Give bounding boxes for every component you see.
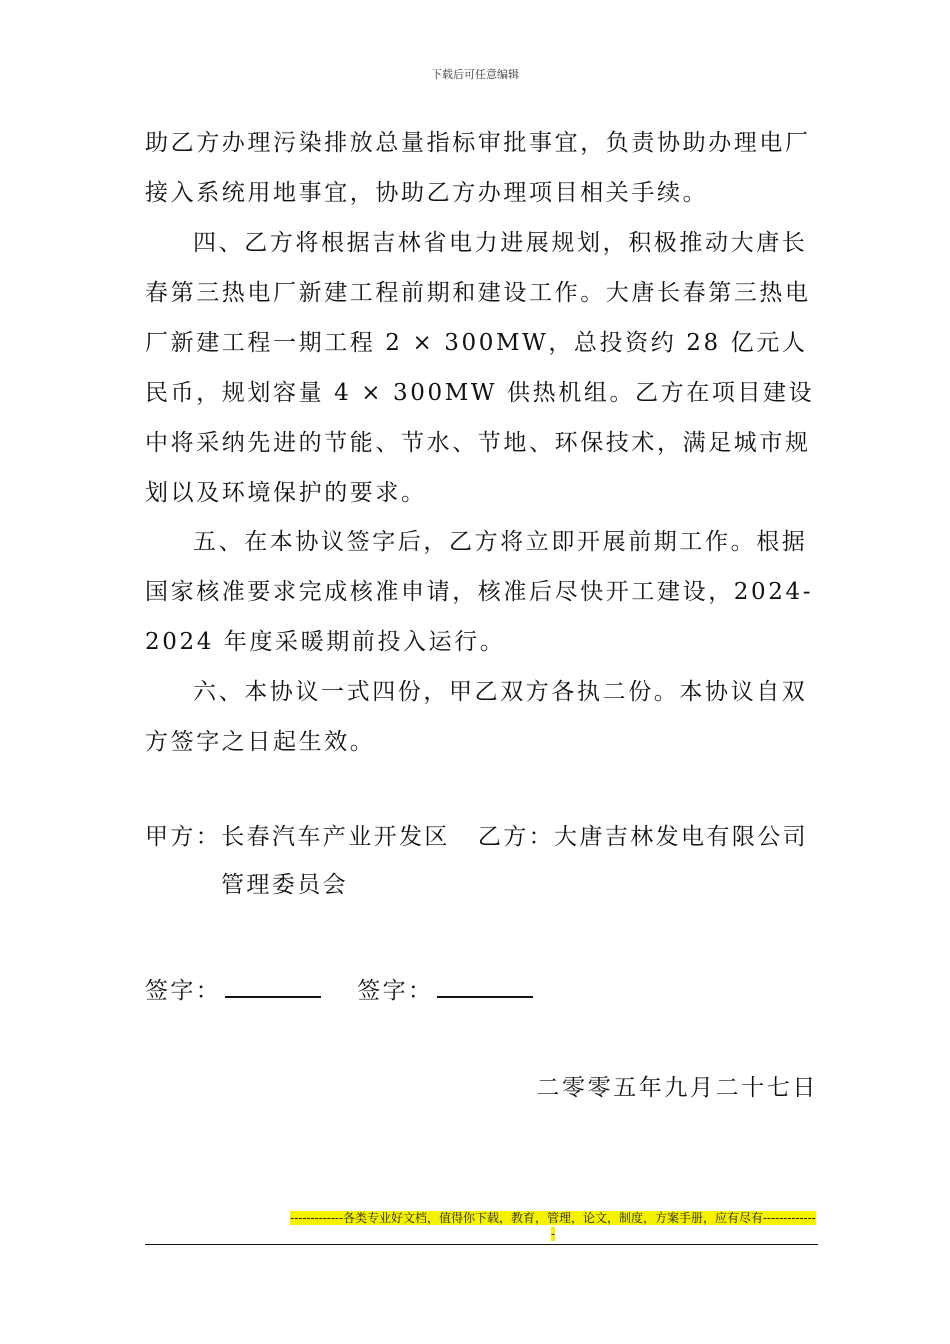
signature-block [145,966,533,1013]
paragraph-text: 助乙方办理污染排放总量指标审批事宜，负责协助办理电厂接入系统用地事宜，协助乙方办理项目相关手续。 [145,130,811,206]
footer-divider [145,1244,818,1245]
party-b-label: 乙方： [477,824,555,850]
party-b-org: 大唐吉林发电有限公司 [554,824,809,850]
parties-first-row [145,813,808,861]
footer-promo-banner [290,1210,816,1242]
paragraph-text: 四、乙方将根据吉林省电力进展规划，积极推动大唐长春第三热电厂新建工程前期和建设工作。大唐长春第三热电厂新建工程一期工程 2 × 300MW，总投资约 28 亿元人民币，规划容量 4 × 300MW 供热机组。乙方在项目建设中将采纳先进的节能、节水、节地、环保技术，满足城市规划以及环境保护的要求。 [145,230,815,506]
party-a-org: 长春汽车产业开发区 [221,824,450,850]
paragraph-text: 六、本协议一式四份，甲乙双方各执二份。本协议自双方签字之日起生效。 [145,679,808,755]
party-b-sign-label: 签字： [357,978,434,1004]
party-b-signature-line [437,966,533,998]
page-header-note: 下载后可任意编辑 [431,68,519,81]
parties-block [145,813,808,909]
paragraph-clause-five [145,517,825,667]
paragraph-continued [145,118,825,218]
paragraph-clause-four [145,218,825,518]
party-a-sign-label: 签字： [145,978,222,1004]
signing-date: 二零零五年九月二十七日 [536,1075,818,1101]
party-a-label: 甲方： [145,824,222,850]
paragraph-text: 五、在本协议签字后，乙方将立即开展前期工作。根据国家核准要求完成核准申请，核准后尽快开工建设，2024-2024 年度采暖期前投入运行。 [145,529,814,655]
footer-promo-text: -------------各类专业好文档，值得你下载，教育，管理，论文，制度，方案手册，应有尽有-------------- [290,1211,816,1241]
paragraph-clause-six [145,667,825,767]
party-a-org-line2: 管理委员会 [221,872,348,898]
party-a-signature-line [225,966,321,998]
